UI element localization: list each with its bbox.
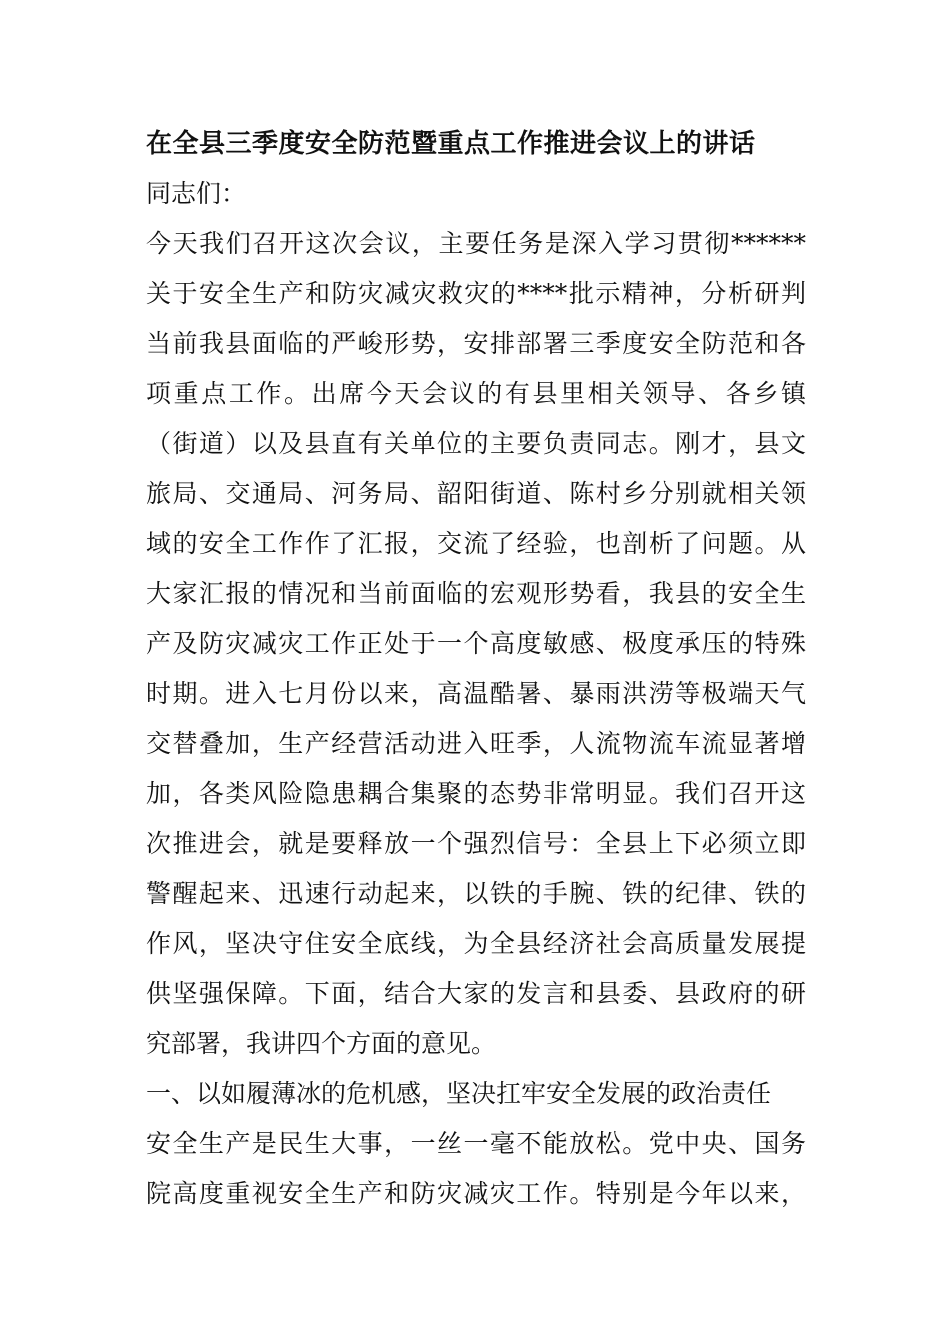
paragraph-1-line: 域的安全工作作了汇报，交流了经验，也剖析了问题。从 xyxy=(146,529,806,558)
paragraph-1-line: 大家汇报的情况和当前面临的宏观形势看，我县的安全生 xyxy=(146,579,806,608)
paragraph-1-line: 今天我们召开这次会议，主要任务是深入学习贯彻****** xyxy=(146,229,806,258)
paragraph-1-line: 时期。进入七月份以来，高温酷暑、暴雨洪涝等极端天气 xyxy=(146,679,806,708)
paragraph-1-line: （街道）以及县直有关单位的主要负责同志。刚才，县文 xyxy=(146,429,806,458)
paragraph-1-line: 警醒起来、迅速行动起来，以铁的手腕、铁的纪律、铁的 xyxy=(146,879,806,908)
section-heading-1: 一、以如履薄冰的危机感，坚决扛牢安全发展的政治责任 xyxy=(146,1079,772,1108)
paragraph-1-line: 关于安全生产和防灾减灾救灾的****批示精神，分析研判 xyxy=(146,279,806,308)
paragraph-1-line: 旅局、交通局、河务局、韶阳街道、陈村乡分别就相关领 xyxy=(146,479,806,508)
paragraph-1-line: 交替叠加，生产经营活动进入旺季，人流物流车流显著增 xyxy=(146,729,806,758)
paragraph-1-line: 究部署，我讲四个方面的意见。 xyxy=(146,1029,497,1058)
document-title: 在全县三季度安全防范暨重点工作推进会议上的讲话 xyxy=(146,129,756,159)
paragraph-2-line: 安全生产是民生大事，一丝一毫不能放松。党中央、国务 xyxy=(146,1129,806,1158)
paragraph-1-line: 作风，坚决守住安全底线，为全县经济社会高质量发展提 xyxy=(146,929,806,958)
paragraph-1-line: 项重点工作。出席今天会议的有县里相关领导、各乡镇 xyxy=(146,379,806,408)
paragraph-1-line: 供坚强保障。下面，结合大家的发言和县委、县政府的研 xyxy=(146,979,806,1008)
paragraph-1-line: 产及防灾减灾工作正处于一个高度敏感、极度承压的特殊 xyxy=(146,629,806,658)
paragraph-1-line: 当前我县面临的严峻形势，安排部署三季度安全防范和各 xyxy=(146,329,806,358)
paragraph-1-line: 加，各类风险隐患耦合集聚的态势非常明显。我们召开这 xyxy=(146,779,806,808)
paragraph-1-line: 次推进会，就是要释放一个强烈信号：全县上下必须立即 xyxy=(146,829,806,858)
paragraph-2-line: 院高度重视安全生产和防灾减灾工作。特别是今年以来， xyxy=(146,1179,806,1208)
salutation: 同志们： xyxy=(146,179,247,208)
